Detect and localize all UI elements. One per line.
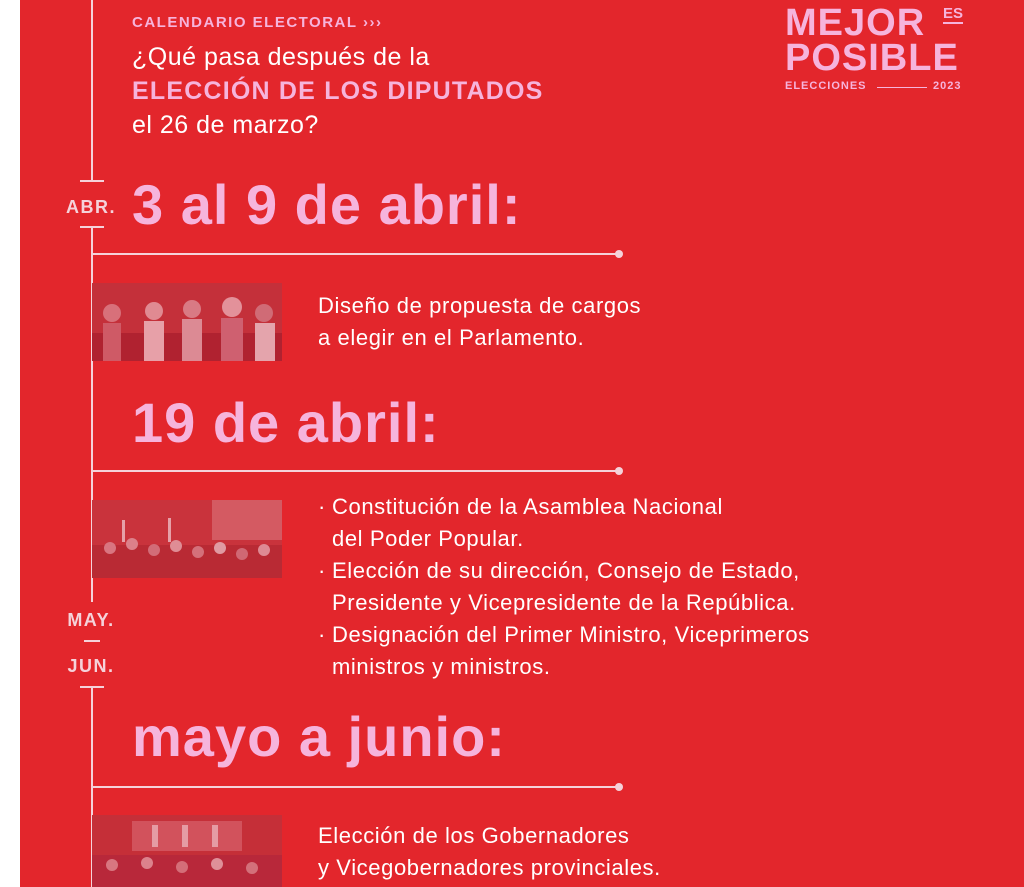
month-label-may: MAY. [67, 610, 115, 630]
event-description-3-line: y Vicegobernadores provinciales. [318, 855, 661, 880]
event-divider-1 [91, 253, 619, 255]
photo-assembly-image [92, 500, 282, 578]
logo-word-mejor: MEJOR [785, 2, 926, 44]
event-divider-2 [91, 470, 619, 472]
photo-hall-image [92, 815, 282, 887]
bullet-line: ministros y ministros. [332, 654, 551, 679]
logo-subtitle-left: ELECCIONES [785, 80, 867, 92]
kicker: CALENDARIO ELECTORAL ››› [132, 14, 383, 31]
question-line-1: ¿Qué pasa después de la [132, 43, 430, 71]
event-date-3: mayo a junio: [132, 705, 506, 768]
event-description-2 [318, 491, 810, 683]
bullet-line: Designación del Primer Ministro, Viceprimeros [332, 622, 810, 647]
logo-word-es: ES [943, 5, 964, 22]
bullet-item [318, 491, 810, 555]
timeline-tick [84, 640, 100, 642]
bullet-line: Presidente y Vicepresidente de la República. [332, 590, 796, 615]
logo-subtitle-divider [877, 87, 927, 88]
event-description-1-line: a elegir en el Parlamento. [318, 325, 585, 350]
bullet-mark: · [318, 494, 326, 519]
event-divider-3 [91, 786, 619, 788]
month-label-abr: ABR. [66, 197, 116, 217]
event-description-1-line: Diseño de propuesta de cargos [318, 293, 642, 318]
event-photo-2 [92, 500, 282, 578]
bullet-mark: · [318, 558, 326, 583]
bullet-line: del Poder Popular. [332, 526, 524, 551]
logo-subtitle-right: 2023 [933, 80, 962, 92]
bullet-line: Elección de su dirección, Consejo de Estado, [332, 558, 800, 583]
poster [20, 0, 1024, 887]
timeline-tick [80, 180, 104, 182]
bullet-mark: · [318, 622, 326, 647]
event-photo-1 [92, 283, 282, 361]
event-date-2: 19 de abril: [132, 391, 440, 454]
bullet-item [318, 619, 810, 683]
event-photo-3 [92, 815, 282, 887]
question-line-3: el 26 de marzo? [132, 111, 319, 139]
month-label-jun: JUN. [67, 656, 115, 676]
question-line-2: ELECCIÓN DE LOS DIPUTADOS [132, 77, 544, 105]
bullet-item [318, 555, 810, 619]
event-date-1: 3 al 9 de abril: [132, 173, 522, 236]
logo-word-posible: POSIBLE [785, 37, 959, 79]
timeline-line-top [91, 0, 93, 180]
event-description-3 [318, 820, 661, 884]
logo [785, 2, 975, 98]
event-description-3-line: Elección de los Gobernadores [318, 823, 630, 848]
photo-people-image [92, 283, 282, 361]
event-description-1 [318, 290, 641, 354]
bullet-line: Constitución de la Asamblea Nacional [332, 494, 723, 519]
